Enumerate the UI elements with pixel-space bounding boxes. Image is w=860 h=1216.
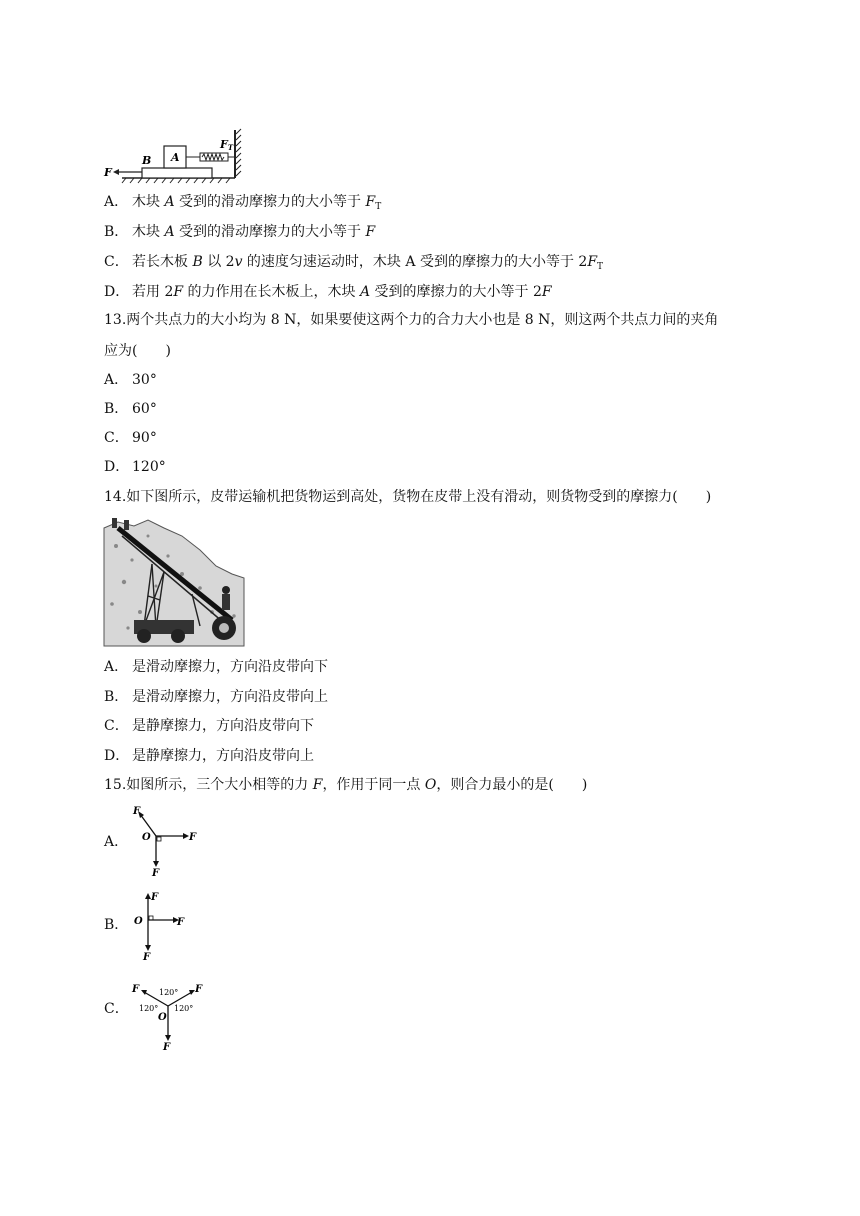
q15-option-a-diagram	[132, 804, 204, 878]
svg-text:O: O	[158, 1012, 167, 1023]
q15-option-c-label: C．	[104, 1001, 129, 1017]
q13-option-b: B． 60°	[104, 401, 157, 417]
svg-text:120°: 120°	[139, 1004, 159, 1013]
q15-option-b-label: B．	[104, 917, 129, 933]
svg-text:F: F	[163, 1042, 171, 1053]
q15-option-c-diagram	[132, 978, 218, 1052]
svg-text:F: F	[132, 984, 140, 995]
q14-option-a: A． 是滑动摩擦力，方向沿皮带向下	[104, 659, 328, 675]
q12-option-a: A． 木块 A 受到的滑动摩擦力的大小等于 $F_T$	[104, 194, 382, 212]
svg-text:O: O	[134, 916, 143, 927]
q14-option-b: B． 是滑动摩擦力，方向沿皮带向上	[104, 689, 328, 705]
svg-text:120°: 120°	[159, 988, 179, 997]
label-b: B	[142, 154, 152, 167]
q14-stem: 14.如下图所示，皮带运输机把货物运到高处，货物在皮带上没有滑动，则货物受到的摩擦力( )	[104, 489, 712, 505]
q12-option-d: D． 若用 2F 的力作用在长木板上，木块 A 受到的摩擦力的大小等于 2F	[104, 284, 552, 300]
label-ft: FT	[220, 138, 234, 152]
q13-option-c: C． 90°	[104, 430, 157, 446]
svg-text:F: F	[152, 868, 160, 879]
q13-stem-line1: 13.两个共点力的大小均为 8 N，如果要使这两个力的合力大小也是 8 N，则这两个共点力间的夹角	[104, 312, 719, 328]
q12-option-c: C． 若长木板 B 以 2v 的速度匀速运动时，木块 A 受到的摩擦力的大小等于 $2F_T$	[104, 254, 604, 272]
svg-text:O: O	[142, 832, 151, 843]
svg-text:120°: 120°	[174, 1004, 194, 1013]
svg-text:F: F	[177, 917, 185, 928]
q15-stem: 15.如图所示，三个大小相等的力 F，作用于同一点 O，则合力最小的是( )	[104, 777, 588, 793]
svg-text:F: F	[151, 892, 159, 903]
q13-option-a: A． 30°	[104, 372, 157, 388]
svg-text:F: F	[195, 984, 203, 995]
q13-stem-line2: 应为( )	[104, 343, 171, 359]
label-f: F	[104, 166, 112, 179]
q13-option-d: D． 120°	[104, 459, 166, 475]
q15-option-b-diagram	[132, 888, 204, 962]
q14-option-c: C． 是静摩擦力，方向沿皮带向下	[104, 718, 314, 734]
q12-option-b: B． 木块 A 受到的滑动摩擦力的大小等于 F	[104, 224, 376, 240]
board-b	[142, 168, 212, 178]
svg-text:F: F	[133, 806, 141, 817]
q15-option-a-label: A．	[104, 834, 129, 850]
belt-conveyor-photo	[104, 516, 244, 646]
q14-option-d: D． 是静摩擦力，方向沿皮带向上	[104, 748, 314, 764]
svg-text:F: F	[189, 832, 197, 843]
label-a: A	[171, 151, 180, 164]
svg-text:F: F	[143, 952, 151, 963]
block-board-spring-figure	[104, 128, 254, 184]
